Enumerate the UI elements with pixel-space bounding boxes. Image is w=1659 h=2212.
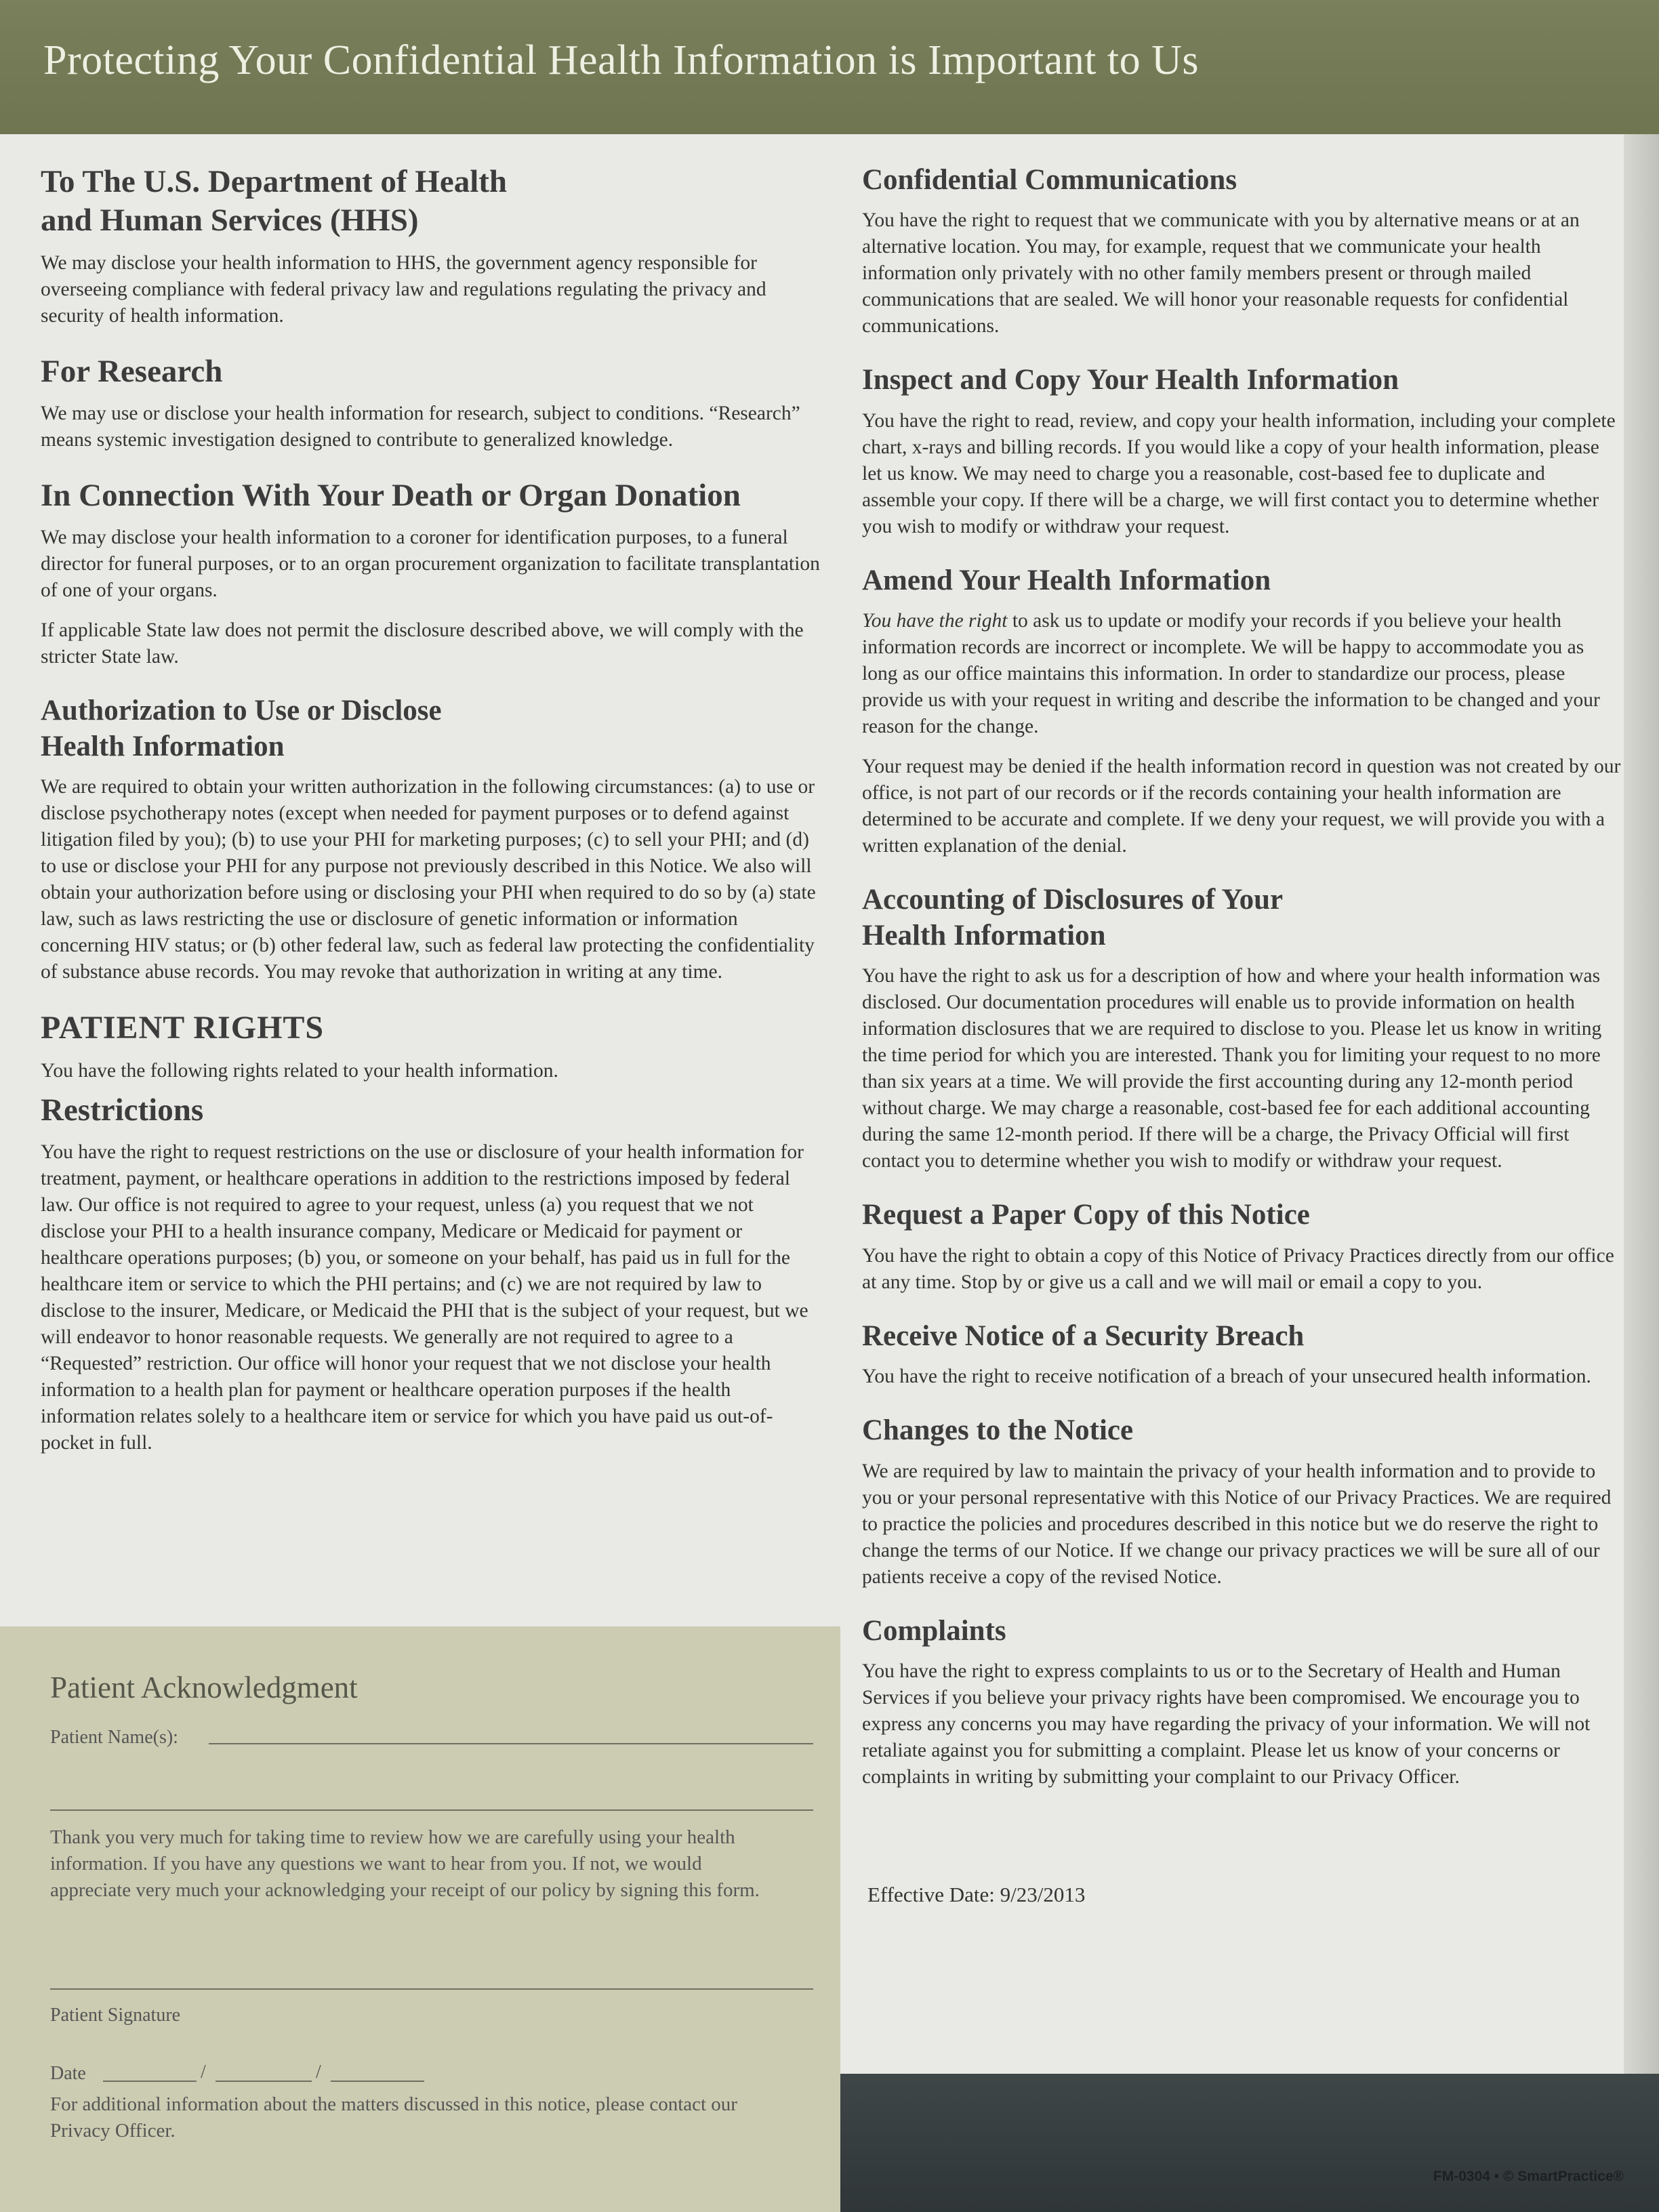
ack-title: Patient Acknowledgment <box>50 1671 358 1704</box>
signature-label: Patient Signature <box>50 2005 181 2026</box>
patient-acknowledgment-panel <box>0 1626 840 2212</box>
date-day-field[interactable] <box>216 2081 312 2082</box>
date-month-field[interactable] <box>103 2081 197 2082</box>
section-heading: Inspect and Copy Your Health Information <box>862 364 1399 396</box>
section-heading: Changes to the Notice <box>862 1414 1134 1447</box>
date-year-field[interactable] <box>331 2081 424 2082</box>
effective-date: Effective Date: 9/23/2013 <box>867 1883 1086 1906</box>
date-label: Date <box>50 2063 86 2084</box>
section-patient-rights <box>41 1008 820 1084</box>
heading-line: Health Information <box>41 730 285 762</box>
section-body <box>862 608 1621 740</box>
heading-line: Accounting of Disclosures of Your <box>862 884 1284 916</box>
section-heading: Request a Paper Copy of this Notice <box>862 1199 1310 1231</box>
section-body: You have the right to obtain a copy of this Notice of Privacy Practices directly from our office at any time. Stop by or give us a call and we will mail or email a copy to you. <box>862 1244 1614 1293</box>
section-heading: Confidential Communications <box>862 164 1237 196</box>
section-body: You have the right to receive notification of a breach of your unsecured health information. <box>862 1366 1591 1388</box>
patient-name-field-2[interactable] <box>50 1809 813 1811</box>
heading-line: and Human Services (HHS) <box>41 203 419 239</box>
section-restrictions <box>41 1091 820 1456</box>
section-body: You have the right to express complaints to us or to the Secretary of Health and Human Services if you believe your privacy rights have been compromised. We encourage you to express any concerns you may have regarding the privacy of your information. We will not retaliate against you for submitting a complaint. Please let us know of your concerns or complaints in writing by submitting your complaint to our Privacy Officer. <box>862 1660 1591 1788</box>
section-inspect-copy <box>862 363 1621 539</box>
left-column <box>41 163 820 1479</box>
section-complaints <box>862 1614 1621 1790</box>
section-security-breach <box>862 1319 1621 1390</box>
section-death-organ-donation <box>41 476 820 670</box>
section-paper-copy <box>862 1197 1621 1295</box>
right-column <box>862 163 1621 1814</box>
section-body: We may disclose your health information to HHS, the government agency responsible for overseeing compliance with federal privacy law and regulations regulating the privacy and security of health information. <box>41 251 766 327</box>
section-body: We may use or disclose your health information for research, subject to conditions. “Research” means systemic investigation designed to contribute to generalized knowledge. <box>41 402 800 451</box>
section-body: Your request may be denied if the health information record in question was not created by our office, is not part of our records or if the records containing your health information are determined to be accurate and complete. If we deny your request, we will provide you with a written explanation of the denial. <box>862 756 1621 857</box>
page-title: Protecting Your Confidential Health Information is Important to Us <box>43 37 1200 83</box>
section-changes <box>862 1413 1621 1590</box>
body-text: to ask us to update or modify your records if you believe your health information records are incorrect or incomplete. We will be happy to accommodate you as long as our office maintains this information. In order to standardize our process, please provide us with your request in writing and describe the information to be changed and your reason for the change. <box>862 610 1600 738</box>
section-body: You have the right to ask us for a description of how and where your health information was disclosed. Our documentation procedures will enable us to provide information on health information disclosures that we are required to disclose to you. Please let us know in writing the time period for which you are interested. Thank you for limiting your request to no more than six years at a time. We will provide the first accounting during any 12-month period without charge. We may charge a reasonable, cost-based fee for each additional accounting during the same 12-month period. If there will be a charge, the Privacy Official will first contact you to determine whether you wish to modify or withdraw your request. <box>862 965 1602 1172</box>
section-heading: PATIENT RIGHTS <box>41 1010 325 1046</box>
section-body: You have the right to request restrictions on the use or disclosure of your health information for treatment, payment, or healthcare operations in addition to the restrictions imposed by federal law. Our office is not required to agree to your request, unless (a) you request that we not disclose your PHI to a health insurance company, Medicare or Medicaid for payment or healthcare operations purposes; (b) you, or someone on your behalf, has paid us in full for the healthcare item or service to which the PHI pertains; and (c) we are not required by law to disclose to the insurer, Medicare, or Medicaid the PHI that is the subject of your request, but we will endeavor to honor reasonable requests. We generally are not required to agree to a “Requested” restriction. Our office will honor your request that we not disclose your health information to a health plan for payment or healthcare operation purposes if the health information relates solely to a healthcare item or service for which you have paid us out-of-pocket in full. <box>41 1141 808 1454</box>
footer-band <box>840 2074 1659 2212</box>
section-accounting <box>862 882 1621 1174</box>
section-amend <box>862 563 1621 859</box>
section-body: We may disclose your health information to a coroner for identification purposes, to a funeral director for funeral purposes, or to an organ procurement organization to facilitate transplantation of one of your organs. <box>41 527 820 602</box>
signature-field[interactable] <box>50 1988 813 1990</box>
section-heading: Complaints <box>862 1614 1006 1647</box>
section-body: You have the following rights related to your health information. <box>41 1059 558 1082</box>
patient-name-label: Patient Name(s): <box>50 1727 178 1748</box>
section-research <box>41 352 820 453</box>
section-heading <box>41 693 820 764</box>
heading-line: Authorization to Use or Disclose <box>41 695 442 727</box>
section-body: We are required to obtain your written authorization in the following circumstances: (a) to use or disclose psychotherapy notes (except when needed for payment purposes or to defend against litigation filed by you); (b) to use your PHI for marketing purposes; (c) to sell your PHI; and (d) to use or disclose your PHI for any purpose not previously described in this Notice. We also will obtain your authorization before using or disclosing your PHI when required to do so by (a) state law, such as laws restricting the use or disclosure of genetic information or information concerning HIV status; or (b) other federal law, such as federal law protecting the confidentiality of substance abuse records. You may revoke that authorization in writing at any time. <box>41 776 816 983</box>
section-body: If applicable State law does not permit the disclosure described above, we will comply with the stricter State law. <box>41 619 804 668</box>
section-body: You have the right to request that we communicate with you by alternative means or at an alternative location. You may, for example, request that we communicate your health information only privately with no other family members present or through mailed communications that are sealed. We will honor your reasonable requests for confidential communications. <box>862 209 1580 337</box>
date-separator: / <box>316 2062 321 2083</box>
italic-phrase: You have the right <box>862 610 1008 632</box>
section-heading: Receive Notice of a Security Breach <box>862 1319 1305 1352</box>
heading-line: Health Information <box>862 919 1106 951</box>
patient-name-field[interactable] <box>209 1743 813 1744</box>
section-heading: Restrictions <box>41 1092 204 1128</box>
page-edge-shadow <box>1624 134 1659 2212</box>
section-heading <box>862 882 1621 954</box>
section-authorization <box>41 693 820 985</box>
section-body: You have the right to read, review, and copy your health information, including your complete chart, x-rays and billing records. If you would like a copy of your health information, please let us know. We may need to charge you a reasonable, cost-based fee to duplicate and assemble your copy. If there will be a charge, we will first contact you to determine whether you wish to modify or withdraw your request. <box>862 409 1616 537</box>
date-separator: / <box>201 2062 206 2083</box>
section-heading <box>41 163 820 241</box>
section-heading: For Research <box>41 353 223 389</box>
heading-line: To The U.S. Department of Health <box>41 164 508 199</box>
thank-you-text: Thank you very much for taking time to review how we are carefully using your health information. If you have any questions we want to hear from you. If not, we would appreciate very much your acknowledging your receipt of our policy by signing this form. <box>50 1826 760 1901</box>
section-heading: Amend Your Health Information <box>862 564 1271 596</box>
header-band <box>0 0 1659 134</box>
additional-info-text: For additional information about the matters discussed in this notice, please contact our Privacy Officer. <box>50 2093 737 2142</box>
form-code: FM-0304 • © SmartPractice® <box>1433 2169 1624 2184</box>
section-confidential-communications <box>862 163 1621 340</box>
section-hhs <box>41 163 820 329</box>
section-body: We are required by law to maintain the privacy of your health information and to provide to you or your personal representative with this Notice of our Privacy Practices. We are required to practice the policies and procedures described in this notice but we do reserve the right to change the terms of our Notice. If we change our privacy practices we will be sure all of our patients receive a copy of the revised Notice. <box>862 1460 1612 1588</box>
section-heading: In Connection With Your Death or Organ Donation <box>41 477 741 513</box>
